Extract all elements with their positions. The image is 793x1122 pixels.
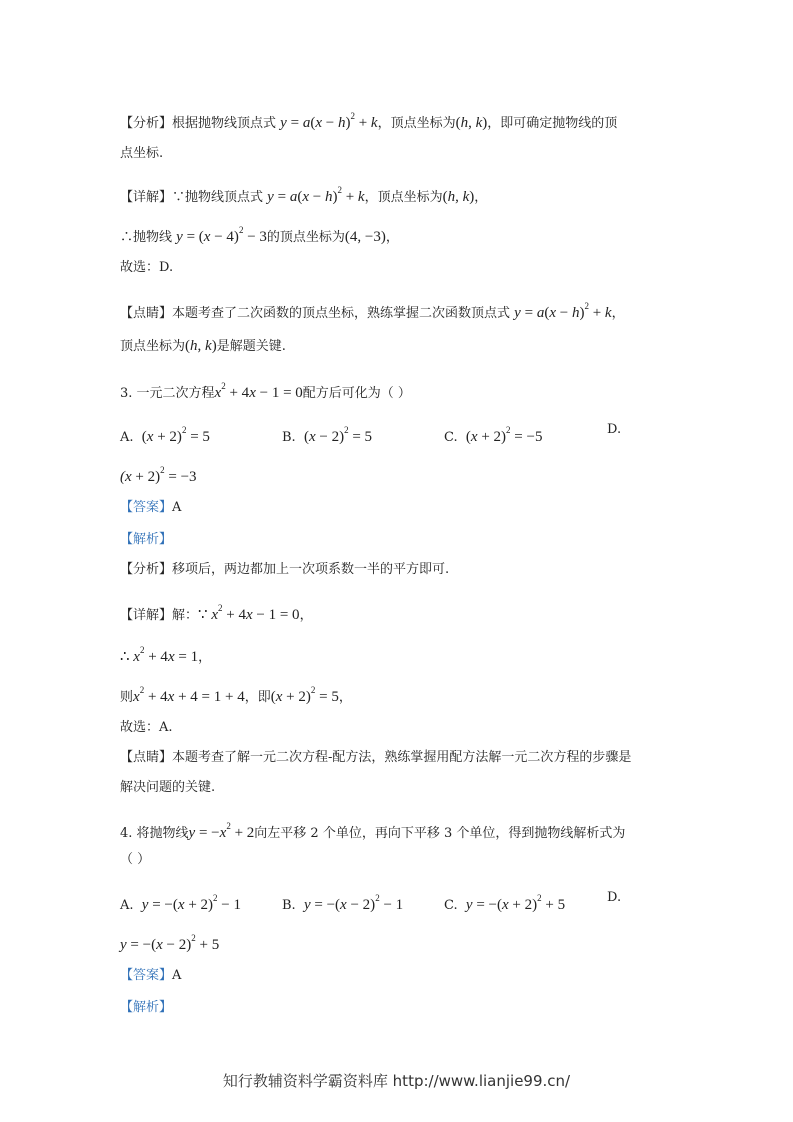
q3-analysis: 【分析】移项后，两边都加上一次项系数一半的平方即可. <box>120 562 450 577</box>
q2-analysis-line2: 点坐标. <box>120 146 164 161</box>
q2-analysis-line1: 【分析】根据抛物线顶点式 $y = a(x - h)^2 + k$，顶点坐标为(h, k)，即可确定抛物线的顶 <box>120 111 618 131</box>
q3-answer: 【答案】A <box>120 500 182 515</box>
vertex-form-formula: $y = a(x - h)^2 + k$ <box>280 111 378 131</box>
q4-stem-line2: （ ） <box>120 852 151 867</box>
q2-detail-line2: ∴抛物线 $y = (x - 4)^2 - 3$的顶点坐标为(4, −3)， <box>120 225 399 245</box>
q4-stem: 4. 将抛物线$y = -x^2 + 2$向左平移 2 个单位，再向下平移 3 个单位，得到抛物线解析式为 <box>120 821 626 841</box>
vertex-coord: (h, k) <box>185 338 217 354</box>
answer-heading: 【答案】 <box>120 500 173 515</box>
q3-analysis-heading: 【解析】 <box>120 532 173 547</box>
option-a: A. $(x + 2)^2 = 5$ <box>120 425 210 445</box>
q4-options <box>120 888 680 913</box>
equation: $x^2 + 4x - 1 = 0$ <box>214 381 303 401</box>
vertex-coord: (h, k) <box>455 115 488 131</box>
option-b: B. $(x - 2)^2 = 5$ <box>282 425 373 445</box>
option-c: C. $y = -(x + 2)^2 + 5$ <box>444 893 566 913</box>
option-d-label: D. <box>607 890 622 905</box>
q3-comment-line2: 解决问题的关键. <box>120 780 216 795</box>
q2-comment-line1: 【点睛】本题考查了二次函数的顶点坐标，熟练掌握二次函数顶点式 $y = a(x - h)^2 + k$， <box>120 301 625 321</box>
comment-heading: 【点睛】 <box>120 306 173 321</box>
vertex-form-formula: $y = a(x - h)^2 + k$ <box>267 185 365 205</box>
detail-heading: 【详解】 <box>120 190 173 205</box>
q3-detail-line3: 则$x^2 + 4x + 4 = 1 + 4$，即$(x + 2)^2 = 5$， <box>120 685 352 705</box>
parabola-formula: $y = (x - 4)^2 - 3$ <box>176 225 267 245</box>
q3-detail-line1: 【详解】解：∵ $x^2 + 4x - 1 = 0$， <box>120 603 313 623</box>
q2-choice: 故选：D. <box>120 260 174 275</box>
option-c: C. $(x + 2)^2 = -5$ <box>444 425 543 445</box>
q3-choice: 故选：A. <box>120 720 173 735</box>
vertex-form-formula: $y = a(x - h)^2 + k$ <box>514 301 612 321</box>
q3-detail-line2: ∴ $x^2 + 4x = 1$， <box>120 645 212 665</box>
option-a: A. $y = -(x + 2)^2 - 1$ <box>120 893 241 913</box>
q4-answer: 【答案】A <box>120 968 182 983</box>
parabola-formula: $y = -x^2 + 2$ <box>188 821 255 841</box>
analysis-heading: 【分析】 <box>120 116 173 131</box>
option-d-label: D. <box>607 422 622 437</box>
answer-heading: 【答案】 <box>120 968 173 983</box>
q3-options <box>120 420 680 445</box>
option-b: B. $y = -(x - 2)^2 - 1$ <box>282 893 404 913</box>
vertex-result: (4, −3) <box>344 229 386 245</box>
option-d-value: $(x + 2)^2 = -3$ <box>120 465 197 485</box>
q3-comment-line1: 【点睛】本题考查了解一元二次方程-配方法，熟练掌握用配方法解一元二次方程的步骤是 <box>120 750 632 765</box>
footer-watermark: 知行教辅资料学霸资料库 http://www.lianjie99.cn/ <box>222 1072 571 1090</box>
q2-detail-line1: 【详解】∵抛物线顶点式 $y = a(x - h)^2 + k$，顶点坐标为(h, k)， <box>120 185 488 205</box>
q2-comment-line2: 顶点坐标为(h, k)是解题关键. <box>120 338 286 354</box>
q4-analysis-heading: 【解析】 <box>120 1000 173 1015</box>
q3-stem: 3. 一元二次方程$x^2 + 4x - 1 = 0$配方后可化为（ ） <box>120 381 411 401</box>
option-d-value: $y = -(x - 2)^2 + 5$ <box>120 933 220 953</box>
vertex-coord: (h, k) <box>442 189 475 205</box>
